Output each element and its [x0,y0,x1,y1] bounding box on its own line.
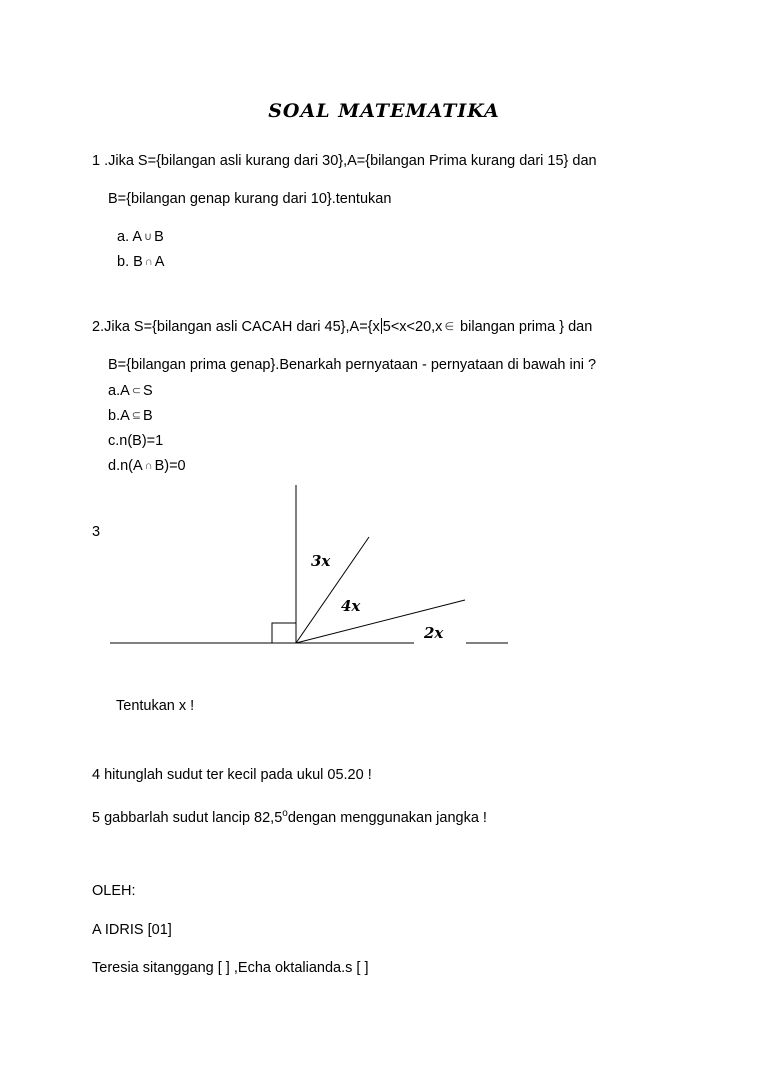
q1-a-prefix: a. A [117,229,142,245]
q1-b-prefix: b. B [117,254,143,270]
q1-line2: B={bilangan genap kurang dari 10}.tentukan [108,191,392,207]
q2-b-prefix: b.A [108,408,130,424]
q5-text-b: dengan menggunakan jangka ! [287,809,487,826]
q1-line1: 1 .Jika S={bilangan asli kurang dari 30},A={bilangan Prima kurang dari 15} dan [92,153,597,169]
q5-text-a: 5 gabbarlah sudut lancip 82,5 [92,809,283,826]
q5-text [92,805,487,827]
degree-sign: o [282,808,288,819]
element-of-symbol: ∈ [444,321,455,333]
author-heading: OLEH: [92,883,136,899]
intersection-symbol: ∩ [144,460,153,472]
subset-eq-symbol: ⊆ [131,410,141,422]
q2-d-suffix: B)=0 [154,458,186,474]
page-title: SOAL MATEMATIKA [268,100,500,122]
author-name-1: A IDRIS [01] [92,922,172,938]
q4-text: 4 hitunglah sudut ter kecil pada ukul 05.20 ! [92,767,372,783]
q2-a-prefix: a.A [108,383,130,399]
q1-a-suffix: B [154,229,164,245]
q2-line1-c: bilangan prima } dan [456,319,593,335]
right-angle-marker [272,623,296,643]
author-name-2: Teresia sitanggang [ ] ,Echa oktalianda.s [ ] [92,960,369,976]
union-symbol: ∪ [144,231,153,243]
q2-line1-a: 2.Jika S={bilangan asli CACAH dari 45},A={x [92,319,380,335]
q2-a-suffix: S [142,383,153,399]
angle-label-4x: 4x [341,597,361,615]
q3-number: 3 [92,524,101,540]
q2-b-suffix: B [142,408,153,424]
q2-d-prefix: d.n(A [108,458,143,474]
subset-symbol: ⊂ [131,385,141,397]
q2-line1-b: 5<x<20,x [382,319,443,335]
q2-line2: B={bilangan prima genap}.Benarkah pernyataan - pernyataan di bawah ini ? [108,357,597,373]
angle-label-3x: 3x [311,552,331,570]
q2-item-c: c.n(B)=1 [108,433,164,449]
q1-b-suffix: A [154,254,165,270]
angle-label-2x: 2x [424,624,444,642]
intersection-symbol: ∩ [144,256,153,268]
q3-instruction: Tentukan x ! [116,698,195,714]
